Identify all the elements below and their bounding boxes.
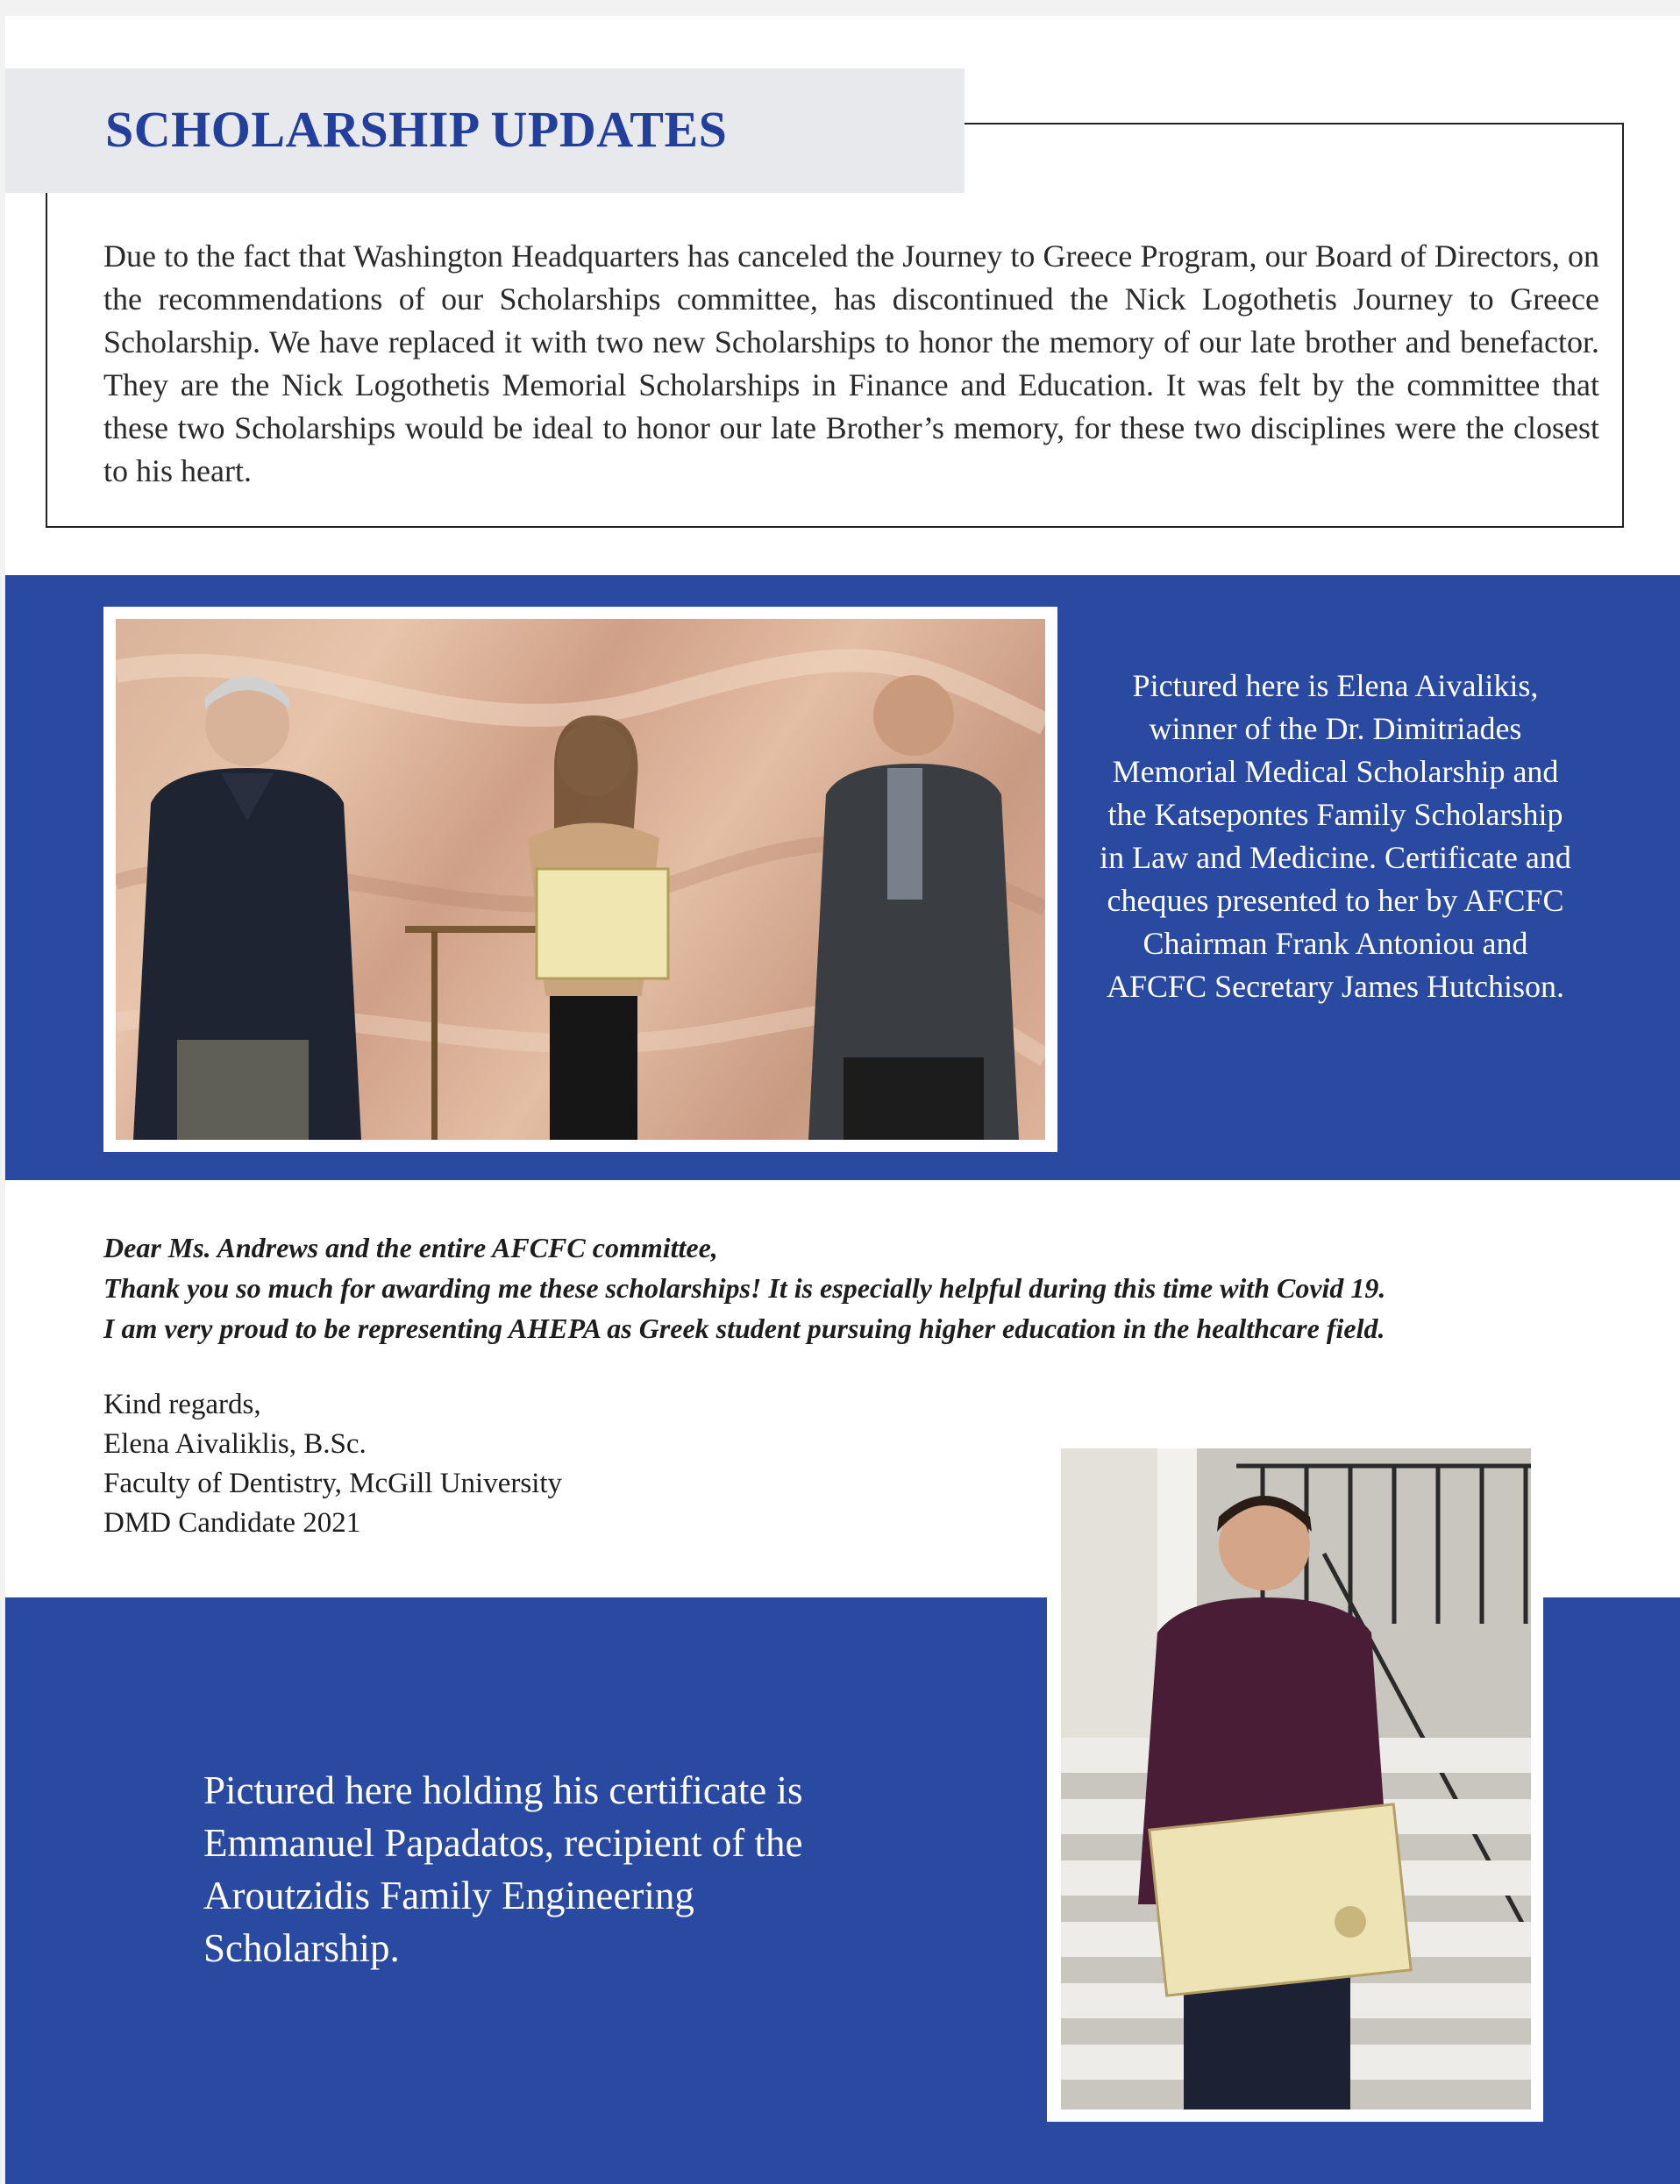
group-photo-illustration (116, 619, 1045, 1140)
student-photo-illustration (1061, 1448, 1531, 2109)
person-center (528, 715, 668, 1140)
intro-paragraph: Due to the fact that Washington Headquarters has canceled the Journey to Greece Program, our Board of Directors, on the recommendations of our Scholarships committee, has discontinued the Nick Logothetis Journey to Greece Scholarship. We have replaced it with two new Scholarships to honor the memory of our late brother and benefactor. They are the Nick Logothetis Memorial Scholarships in Finance and Education. It was felt by the committee that these two Scholarships would be ideal to honor our late Brother’s memory, for these two disciplines were the closest to his heart. (103, 238, 1599, 488)
letter-signoff (103, 1385, 805, 1543)
signer-program: DMD Candidate 2021 (103, 1507, 361, 1539)
signer-faculty: Faculty of Dentistry, McGill University (103, 1468, 563, 1499)
letter-line-3: I am very proud to be representing AHEPA as Greek student pursuing higher education in the healthcare field. (103, 1313, 1385, 1344)
title-tab (5, 68, 965, 193)
signer-name: Elena Aivaliklis, B.Sc. (103, 1428, 367, 1460)
letter-line-2: Thank you so much for awarding me these scholarships! It is especially helpful during this time with Covid 19. (103, 1272, 1386, 1304)
thank-you-letter (103, 1227, 1594, 1348)
person-right (808, 675, 1019, 1140)
feature-caption-1: Pictured here is Elena Aivalikis, winner of the Dr. Dimitriades Memorial Medical Scholarship and the Katsepontes Family Scholarship in Law and Medicine. Certificate and cheques presented to her by AFCFC Chairman Frank Antoniou and AFCFC Secretary James Hutchison. (1100, 668, 1571, 1004)
feature-caption-2: Pictured here holding his certificate is Emmanuel Papadatos, recipient of the Aroutzidis Family Engineering Scholarship. (203, 1768, 803, 1970)
group-photo (116, 619, 1045, 1140)
letter-line-1: Dear Ms. Andrews and the entire AFCFC committee, (103, 1232, 718, 1263)
photo-frame-1 (103, 607, 1057, 1152)
person-left (133, 676, 361, 1140)
photo-frame-2 (1047, 1434, 1543, 2122)
section-title: SCHOLARSHIP UPDATES (105, 101, 728, 158)
student-photo (1061, 1448, 1531, 2109)
closing: Kind regards, (103, 1389, 261, 1420)
